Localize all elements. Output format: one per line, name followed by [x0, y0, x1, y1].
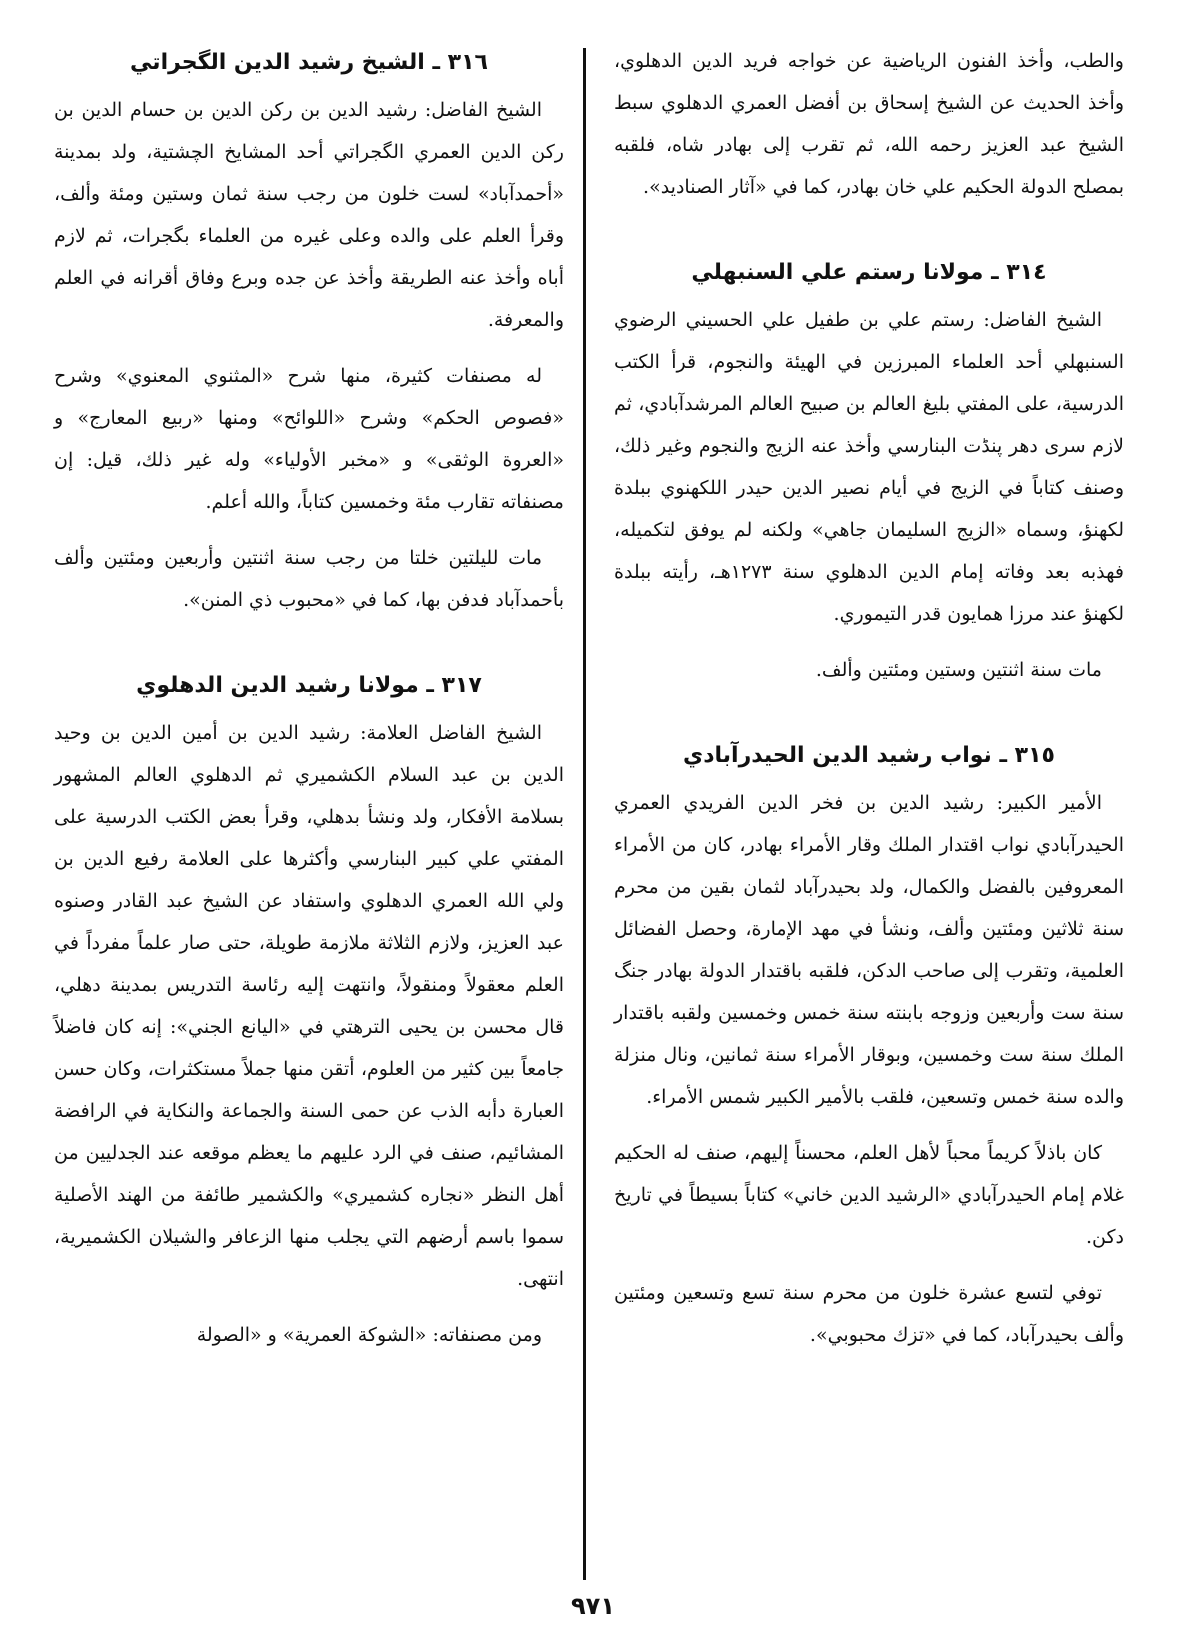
entry-314-paragraph-1: الشيخ الفاضل: رستم علي بن طفيل علي الحسيني الرضوي السنبهلي أحد العلماء المبرزين في الهيئة والنجوم، قرأ الكتب الدرسية، على المفتي بليغ العالم بن صبيح العالم المرشدآبادي، ثم لازم سرى دهر پنڈت البنارسي وأخذ عنه الزيج والنجوم وغير ذلك، وصنف كتاباً في الزيج في أيام نصير الدين حيدر اللكهنوي ببلدة لكهنؤ، وسماه «الزيج السليمان جاهي» ولكنه لم يوفق لتكميله، فهذبه بعد وفاته إمام الدين الدهلوي سنة ١٢٧٣هـ، رأيته ببلدة لكهنؤ عند مرزا همايون قدر التيموري. — [614, 308, 1124, 625]
left-column — [54, 48, 564, 1370]
entry-317-paragraph-2: ومن مصنفاته: «الشوكة العمرية» و «الصولة — [196, 1323, 542, 1346]
entry-316-heading: ٣١٦ ـ الشيخ رشيد الدين الگجراتي — [130, 50, 488, 75]
entry-315-paragraph-1: الأمير الكبير: رشيد الدين بن فخر الدين الفريدي العمري الحيدرآبادي نواب اقتدار الملك وقار الأمراء بهادر، كان من الأمراء المعروفين بالفضل والكمال، ولد بحيدرآباد لثمان بقين من محرم سنة ثلاثين ومئتين وألف، ونشأ في مهد الإمارة، وحصل الفضائل العلمية، وتقرب إلى صاحب الدكن، فلقبه باقتدار الدولة بهادر جنگ سنة ست وأربعين وزوجه بابنته سنة خمس وخمسين ولقبه باقتدار الملك سنة ست وخمسين، وبوقار الأمراء سنة ثمانين، ونال منزلة والده سنة خمس وتسعين، فلقب بالأمير الكبير شمس الأمراء. — [614, 791, 1124, 1108]
entry-316-paragraph-3: مات لليلتين خلتا من رجب سنة اثنتين وأربعين ومئتين وألف بأحمدآباد فدفن بها، كما في «محبوب ذي المنن». — [54, 546, 564, 611]
entry-314-heading: ٣١٤ ـ مولانا رستم علي السنبهلي — [691, 260, 1047, 285]
right-column — [614, 40, 1124, 1370]
entry-316-paragraph-2: له مصنفات كثيرة، منها شرح «المثنوي المعنوي» وشرح «فصوص الحكم» وشرح «اللوائح» ومنها «ربيع المعارج» و «العروة الوثقى» و «مخبر الأولياء» وله غير ذلك، قيل: إن مصنفاته تقارب مئة وخمسين كتاباً، والله أعلم. — [54, 364, 564, 513]
entry-317-heading: ٣١٧ ـ مولانا رشيد الدين الدهلوي — [136, 672, 482, 698]
spacer — [54, 635, 564, 671]
entry-314-paragraph-2: مات سنة اثنتين وستين ومئتين وألف. — [815, 658, 1102, 681]
entry-315-heading: ٣١٥ ـ نواب رشيد الدين الحيدرآبادي — [683, 742, 1055, 768]
column-divider — [583, 48, 586, 1580]
entry-317-paragraph-1: الشيخ الفاضل العلامة: رشيد الدين بن أمين الدين بن وحيد الدين بن عبد السلام الكشميري ثم الدهلوي العالم المشهور بسلامة الأفكار، ولد ونشأ بدهلي، وقرأ بعض الكتب الدرسية على المفتي علي كبير البنارسي وأكثرها على العلامة رفيع الدين بن ولي الله العمري الدهلوي واستفاد عن الشيخ عبد القادر وصنوه عبد العزيز، ولازم الثلاثة ملازمة طويلة، حتى صار علماً مفرداً في العلم معقولاً ومنقولاً، وانتهت إليه رئاسة التدريس بمدينة دهلي، قال محسن بن يحيى الترهتي في «اليانع الجني»: إنه كان فاضلاً جامعاً بين كثير من العلوم، أتقن منها جملاً مستكثرات، وكان حسن العبارة دأبه الذب عن حمى السنة والجماعة والنكاية في الرافضة المشائيم، صنف في الرد عليهم ما يعظم موقعه عند الجدليين من أهل النظر «نجاره كشميري» والكشمير طائفة من الهند الأصلية سموا باسم أرضهم التي يجلب منها الزعافر والشيلان الكشميرية، انتهى. — [54, 721, 564, 1290]
entry-315-paragraph-3: توفي لتسع عشرة خلون من محرم سنة تسع وتسعين ومئتين وألف بحيدرآباد، كما في «تزك محبوبي». — [614, 1281, 1124, 1346]
intro-paragraph: والطب، وأخذ الفنون الرياضية عن خواجه فريد الدين الدهلوي، وأخذ الحديث عن الشيخ إسحاق بن أفضل العمري الدهلوي سبط الشيخ عبد العزيز رحمه الله، ثم تقرب إلى بهادر شاه، فلقبه بمصلح الدولة الحكيم علي خان بهادر، كما في «آثار الصناديد». — [614, 50, 1124, 198]
spacer — [614, 222, 1124, 258]
spacer — [614, 705, 1124, 741]
entry-315-paragraph-2: كان باذلاً كريماً محباً لأهل العلم، محسناً إليهم، صنف له الحكيم غلام إمام الحيدرآبادي «الرشيد الدين خاني» كتاباً بسيطاً في تاريخ دكن. — [614, 1141, 1124, 1248]
entry-316-paragraph-1: الشيخ الفاضل: رشيد الدين بن ركن الدين بن حسام الدين بن ركن الدين العمري الگجراتي أحد المشايخ الچشتية، ولد بمدينة «أحمدآباد» لست خلون من رجب سنة ثمان وستين ومئة وألف، وقرأ العلم على والده وعلى غيره من العلماء بگجرات، ثم لازم أباه وأخذ عنه الطريقة وأخذ عن جده وبرع وفاق أقرانه في العلم والمعرفة. — [54, 98, 564, 331]
page-number: ٩٧١ — [571, 1592, 615, 1620]
